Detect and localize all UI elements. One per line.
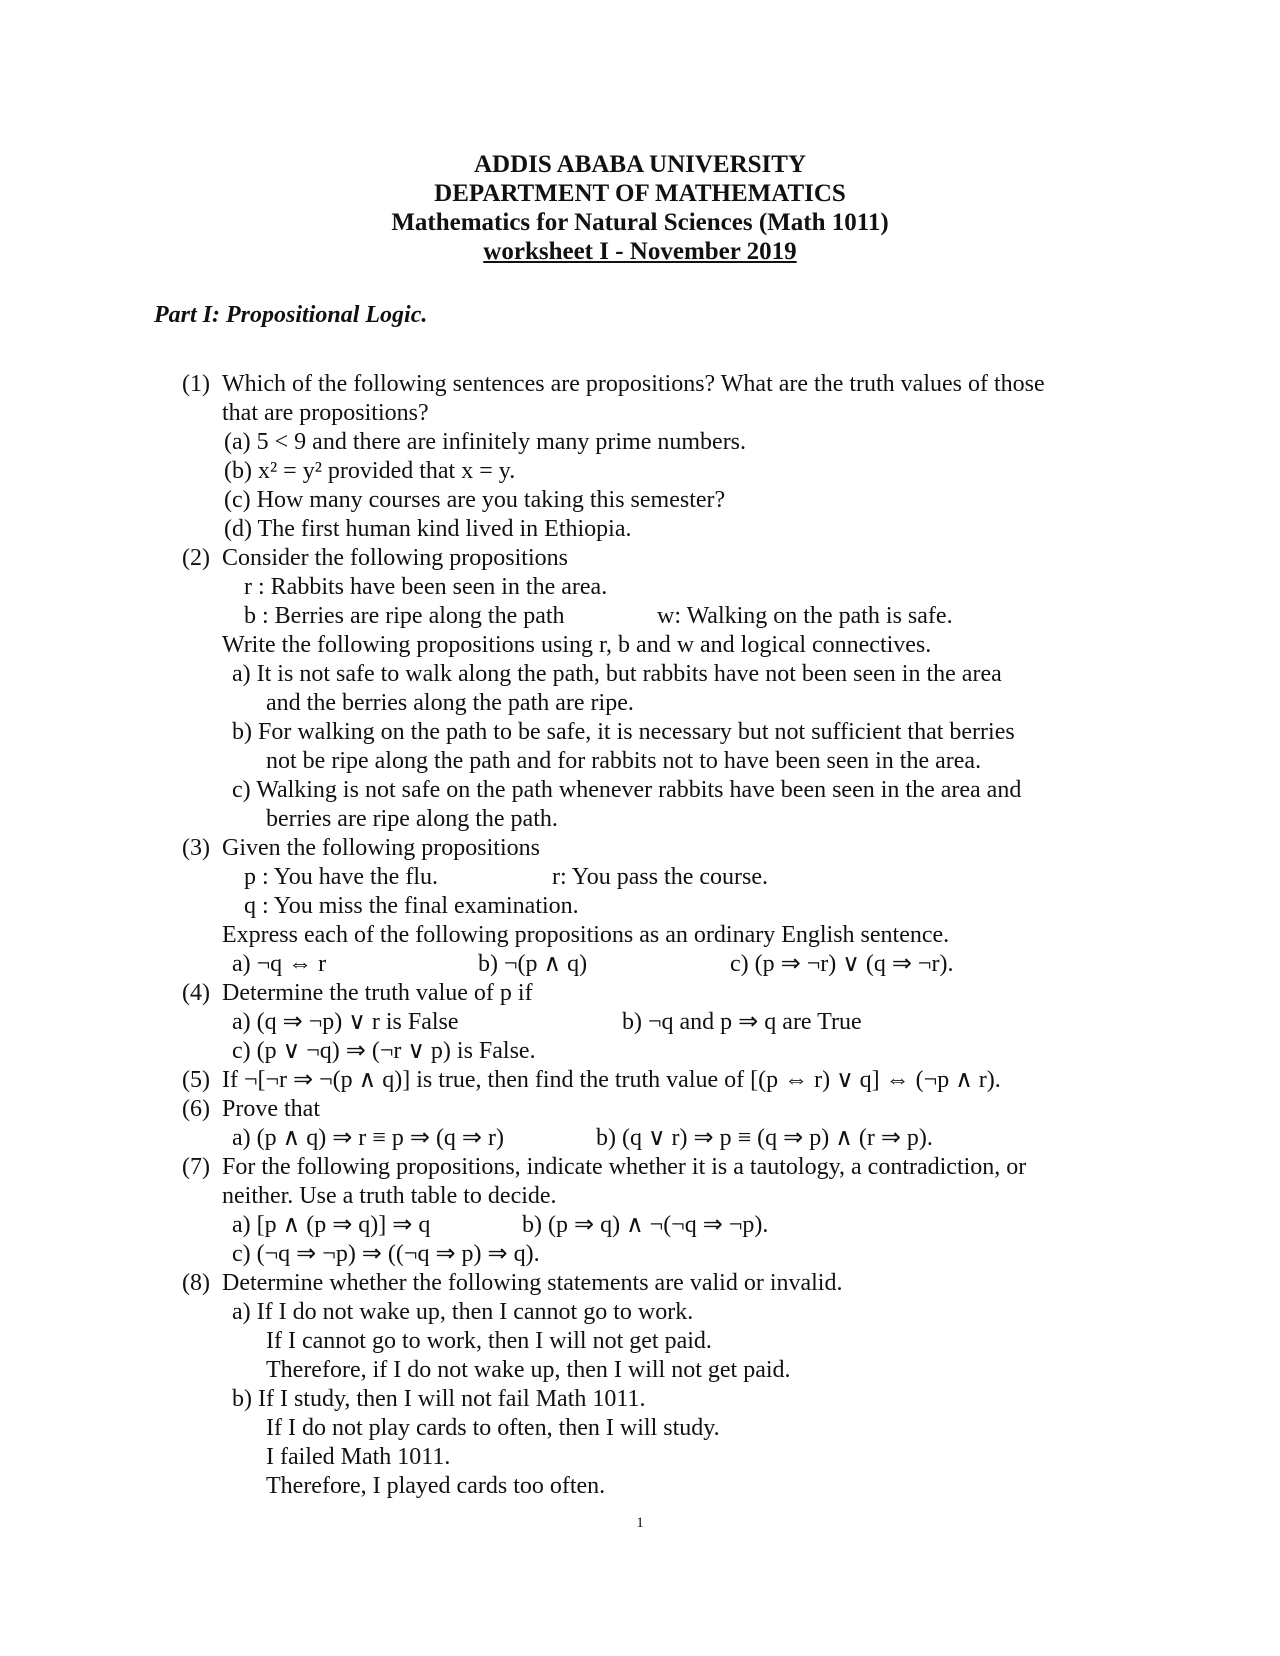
question-stem: neither. Use a truth table to decide. xyxy=(222,1183,557,1209)
sub-question: c) (¬q ⇒ ¬p) ⇒ ((¬q ⇒ p) ⇒ q). xyxy=(232,1241,540,1267)
sub-question: b) For walking on the path to be safe, it is necessary but not sufficient that berries xyxy=(232,719,1015,745)
question-instruction: Write the following propositions using r, b and w and logical connectives. xyxy=(222,632,932,658)
proposition-def: r : Rabbits have been seen in the area. xyxy=(244,574,608,600)
question-number: (1) xyxy=(182,371,210,397)
university-name: ADDIS ABABA UNIVERSITY xyxy=(473,151,807,178)
question-stem: Determine the truth value of p if xyxy=(222,980,533,1006)
part-title: Part I: Propositional Logic. xyxy=(154,302,428,328)
sub-question: (c) How many courses are you taking this semester? xyxy=(224,487,726,513)
sub-question: a) It is not safe to walk along the path, but rabbits have not been seen in the area xyxy=(232,661,1002,687)
question-number: (5) xyxy=(182,1067,210,1093)
sub-question: (a) 5 < 9 and there are infinitely many prime numbers. xyxy=(224,429,747,455)
proposition-def: p : You have the flu. xyxy=(244,864,438,890)
proposition-def: b : Berries are ripe along the path xyxy=(244,603,565,629)
sub-question: a) ¬q ⇔ r xyxy=(232,951,327,977)
sub-question: (d) The first human kind lived in Ethiopia. xyxy=(224,516,632,542)
page-number: 1 xyxy=(636,1515,644,1531)
department-name: DEPARTMENT OF MATHEMATICS xyxy=(434,180,846,207)
document-header xyxy=(0,150,1280,266)
question-number: (2) xyxy=(182,545,210,571)
question-stem: Given the following propositions xyxy=(222,835,540,861)
sub-question: b) ¬q and p ⇒ q are True xyxy=(622,1009,862,1035)
proposition-def: r: You pass the course. xyxy=(552,864,768,890)
argument-line: If I do not play cards to often, then I will study. xyxy=(266,1415,720,1441)
sub-question: b) If I study, then I will not fail Math 1011. xyxy=(232,1386,646,1412)
question-stem: Determine whether the following statements are valid or invalid. xyxy=(222,1270,843,1296)
argument-line: Therefore, I played cards too often. xyxy=(266,1473,606,1499)
sub-question: c) (p ⇒ ¬r) ∨ (q ⇒ ¬r). xyxy=(730,951,954,977)
question-stem: that are propositions? xyxy=(222,400,429,426)
question-stem: Consider the following propositions xyxy=(222,545,568,571)
question-number: (6) xyxy=(182,1096,210,1122)
sub-question: c) (p ∨ ¬q) ⇒ (¬r ∨ p) is False. xyxy=(232,1038,536,1064)
argument-line: If I cannot go to work, then I will not get paid. xyxy=(266,1328,712,1354)
sub-question: not be ripe along the path and for rabbits not to have been seen in the area. xyxy=(266,748,982,774)
question-number: (3) xyxy=(182,835,210,861)
argument-line: Therefore, if I do not wake up, then I will not get paid. xyxy=(266,1357,791,1383)
sub-question: b) (q ∨ r) ⇒ p ≡ (q ⇒ p) ∧ (r ⇒ p). xyxy=(596,1125,933,1151)
sub-question: (b) x² = y² provided that x = y. xyxy=(224,458,516,484)
sub-question: and the berries along the path are ripe. xyxy=(266,690,634,716)
question-instruction: Express each of the following propositions as an ordinary English sentence. xyxy=(222,922,950,948)
sub-question: b) ¬(p ∧ q) xyxy=(478,951,588,977)
sub-question: b) (p ⇒ q) ∧ ¬(¬q ⇒ ¬p). xyxy=(522,1212,769,1238)
sub-question: a) If I do not wake up, then I cannot go to work. xyxy=(232,1299,694,1325)
proposition-def: w: Walking on the path is safe. xyxy=(657,603,953,629)
course-title: Mathematics for Natural Sciences (Math 1011) xyxy=(391,209,889,236)
question-number: (7) xyxy=(182,1154,210,1180)
question-stem: Prove that xyxy=(222,1096,320,1122)
sub-question: c) Walking is not safe on the path whenever rabbits have been seen in the area and xyxy=(232,777,1022,803)
question-number: (8) xyxy=(182,1270,210,1296)
worksheet-title: worksheet I - November 2019 xyxy=(483,238,797,265)
sub-question: a) [p ∧ (p ⇒ q)] ⇒ q xyxy=(232,1212,431,1238)
question-stem: If ¬[¬r ⇒ ¬(p ∧ q)] is true, then find the truth value of [(p ⇔ r) ∨ q] ⇔ (¬p ∧ r). xyxy=(222,1067,1001,1093)
proposition-def: q : You miss the final examination. xyxy=(244,893,579,919)
question-stem: Which of the following sentences are propositions? What are the truth values of those xyxy=(222,371,1045,397)
sub-question: a) (p ∧ q) ⇒ r ≡ p ⇒ (q ⇒ r) xyxy=(232,1125,505,1151)
question-number: (4) xyxy=(182,980,210,1006)
argument-line: I failed Math 1011. xyxy=(266,1444,451,1470)
question-stem: For the following propositions, indicate whether it is a tautology, a contradiction, or xyxy=(222,1154,1027,1180)
sub-question: berries are ripe along the path. xyxy=(266,806,558,832)
sub-question: a) (q ⇒ ¬p) ∨ r is False xyxy=(232,1009,459,1035)
